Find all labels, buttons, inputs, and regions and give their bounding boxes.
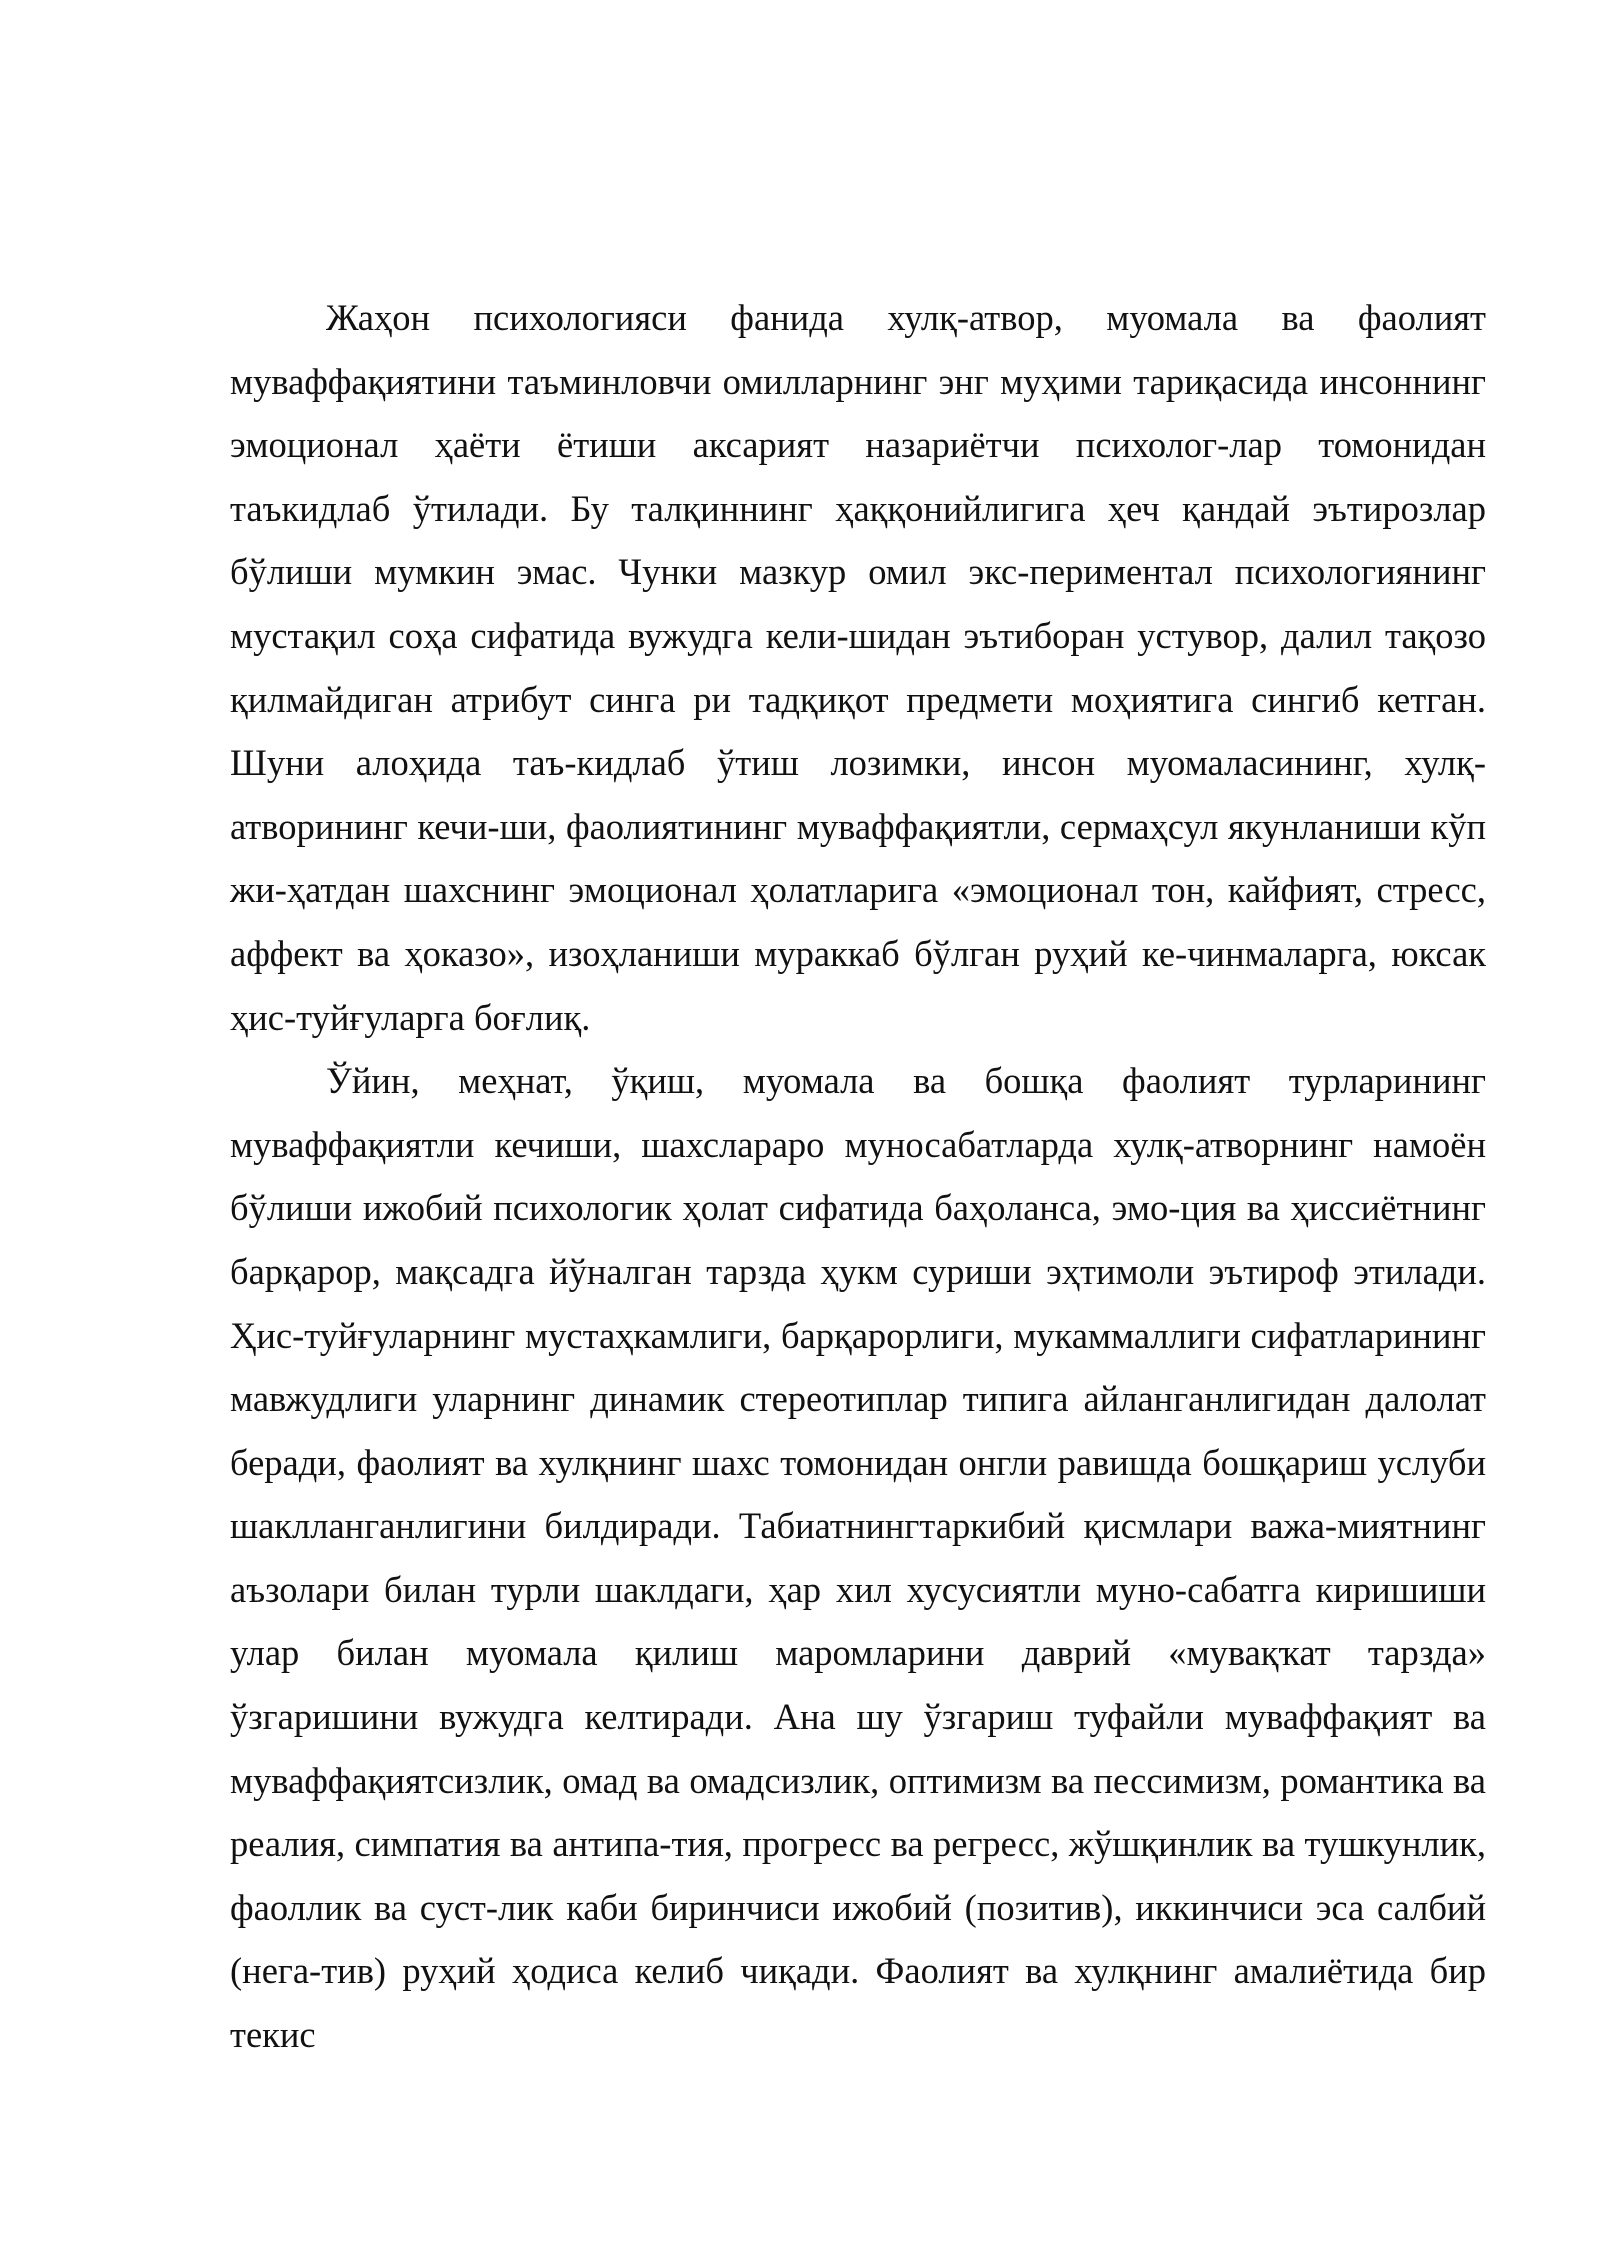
paragraph-1: Жаҳон психологияси фанида хулқ-атвор, муомала ва фаолият муваффақиятини таъминловчи омилларнинг энг муҳими тариқасида инсоннинг эмоционал ҳаёти ётиши аксарият назариётчи психолог-лар томонидан таъкидлаб ўтилади. Бу талқиннинг ҳаққонийлигига ҳеч қандай эътирозлар бўлиши мумкин эмас. Чунки мазкур омил экс-периментал психологиянинг мустақил соҳа сифатида вужудга кели-шидан эътиборан устувор, далил тақозо қилмайдиган атрибут синга ри тадқиқот предмети моҳиятига сингиб кетган. Шуни алоҳида таъ-кидлаб ўтиш лозимки, инсон муомаласининг, хулқ-атворининг кечи-ши, фаолиятининг муваффақиятли, сермаҳсул якунланиши кўп жи-ҳатдан шахснинг эмоционал ҳолатларига «эмоционал тон, кайфият, стресс, аффект ва ҳоказо», изоҳланиши мураккаб бўлган руҳий ке-чинмаларга, юксак ҳис-туйғуларга боғлиқ.	[230, 297, 1486, 1038]
paragraph-2: Ўйин, меҳнат, ўқиш, муомала ва бошқа фаолият турларининг муваффақиятли кечиши, шахслараро муносабатларда хулқ-атворнинг намоён бўлиши ижобий психологик ҳолат сифатида баҳоланса, эмо-ция ва ҳиссиётнинг барқарор, мақсадга йўналган тарзда ҳукм суриши эҳтимоли эътироф этилади. Ҳис-туйғуларнинг мустаҳкамлиги, барқарорлиги, мукаммаллиги сифатларининг мавжудлиги уларнинг динамик стереотиплар типига айланганлигидан далолат беради, фаолият ва хулқнинг шахс томонидан онгли равишда бошқариш услуби шаклланганлигини билдиради. Табиатнингтаркибий қисмлари важа-миятнинг аъзолари билан турли шаклдаги, ҳар хил хусусиятли муно-сабатга киришиши улар билан муомала қилиш маромларини даврий «мувақҡат тарзда» ўзгаришини вужудга келтиради. Ана шу ўзгариш туфайли муваффақият ва муваффақиятсизлик, омад ва омадсизлик, оптимизм ва пессимизм, романтика ва реалия, симпатия ва антипа-тия, прогресс ва регресс, жўшқинлик ва тушкунлик, фаоллик ва суст-лик каби биринчиси ижобий (позитив), иккинчиси эса салбий (нега-тив) руҳий ҳодиса келиб чиқади. Фаолият ва хулқнинг амалиётида бир текис	[230, 1060, 1486, 2056]
body-text	[230, 286, 1486, 2067]
